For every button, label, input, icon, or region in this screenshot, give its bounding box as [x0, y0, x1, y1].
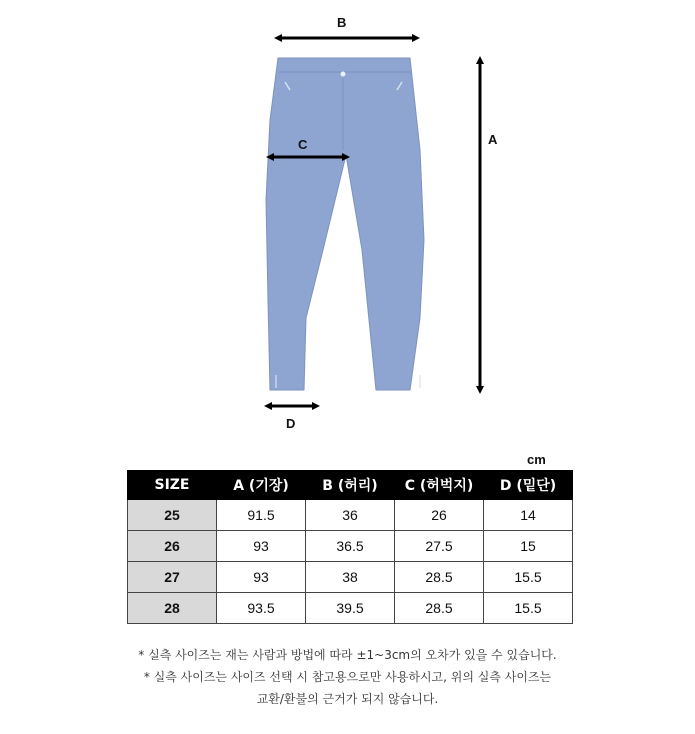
notes: [0, 644, 695, 710]
waist-cell: 36.5: [306, 531, 395, 562]
waist-cell: 36: [306, 500, 395, 531]
header-thigh: C (허벅지): [395, 471, 484, 500]
waist-cell: 38: [306, 562, 395, 593]
size-cell: 27: [128, 562, 217, 593]
hem-cell: 15: [484, 531, 573, 562]
header-length: A (기장): [217, 471, 306, 500]
header-hem: D (밑단): [484, 471, 573, 500]
thigh-cell: 27.5: [395, 531, 484, 562]
size-cell: 26: [128, 531, 217, 562]
size-cell: 25: [128, 500, 217, 531]
hem-cell: 15.5: [484, 593, 573, 624]
label-c: C: [298, 137, 308, 152]
table-row: [128, 531, 573, 562]
length-cell: 93: [217, 562, 306, 593]
length-cell: 93: [217, 531, 306, 562]
note-line: * 실측 사이즈는 사이즈 선택 시 참고용으로만 사용하시고, 위의 실측 사이즈는: [143, 670, 552, 684]
button-detail: [341, 72, 346, 77]
table-row: [128, 593, 573, 624]
hem-cell: 15.5: [484, 562, 573, 593]
length-cell: 91.5: [217, 500, 306, 531]
note-line: 교환/환불의 근거가 되지 않습니다.: [256, 692, 439, 706]
label-d: D: [286, 416, 296, 431]
label-a: A: [488, 132, 498, 147]
thigh-cell: 28.5: [395, 562, 484, 593]
table-row: [128, 500, 573, 531]
pants-shape: [266, 58, 424, 390]
waist-cell: 39.5: [306, 593, 395, 624]
note-line: * 실측 사이즈는 재는 사람과 방법에 따라 ±1~3cm의 오차가 있을 수 있습니다.: [138, 648, 557, 662]
size-table: [127, 470, 573, 624]
length-cell: 93.5: [217, 593, 306, 624]
size-cell: 28: [128, 593, 217, 624]
table-header-row: [128, 471, 573, 500]
thigh-cell: 26: [395, 500, 484, 531]
hem-cell: 14: [484, 500, 573, 531]
table-row: [128, 562, 573, 593]
unit-label: cm: [527, 452, 546, 467]
thigh-cell: 28.5: [395, 593, 484, 624]
header-waist: B (허리): [306, 471, 395, 500]
label-b: B: [337, 15, 347, 30]
header-size: SIZE: [128, 471, 217, 500]
